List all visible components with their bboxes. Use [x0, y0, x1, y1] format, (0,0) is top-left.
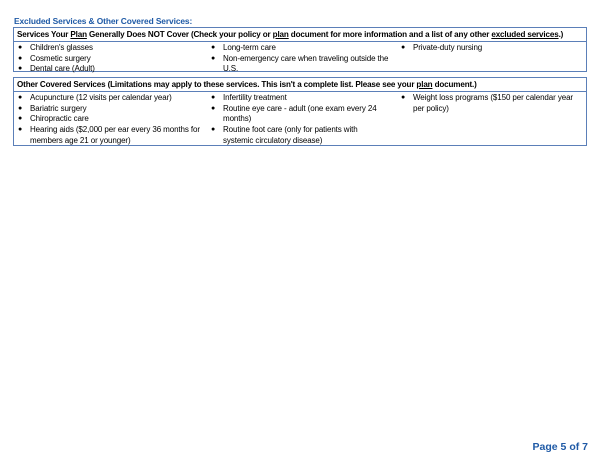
excluded-services-box [13, 27, 587, 72]
list-item [209, 125, 389, 146]
bullet-icon: ● [211, 104, 216, 112]
bullet-icon: ● [18, 94, 23, 101]
list-item [16, 43, 202, 54]
covered-services-column-2 [209, 93, 389, 147]
list-item-text: Non-emergency care when traveling outside the U.S. [223, 53, 389, 74]
bullet-icon: ● [18, 44, 23, 51]
excluded-services-columns [14, 42, 586, 72]
list-item-text: Private-duty nursing [413, 43, 483, 52]
list-item [16, 114, 202, 125]
underlined-term: Plan [70, 30, 87, 39]
list-item-text: Weight loss programs ($150 per calendar year per policy) [413, 93, 573, 113]
list-item [16, 104, 202, 115]
underlined-term: plan [272, 30, 289, 39]
header-text: Other Covered Services (Limitations may apply to these services. This isn't a complete list. Please see your [17, 80, 417, 89]
header-text: Generally Does NOT Cover (Check your policy or [86, 30, 273, 39]
bullet-icon: ● [18, 104, 23, 112]
bullet-icon: ● [401, 44, 406, 51]
list-item [16, 54, 202, 65]
header-text: .) [558, 30, 564, 39]
list-item [399, 93, 584, 114]
other-covered-services-header [14, 78, 586, 92]
list-item-text: Routine eye care - adult (one exam every 24 months) [223, 103, 377, 124]
bullet-icon: ● [18, 65, 23, 73]
list-item-text: Children's glasses [30, 43, 93, 52]
list-item [16, 125, 202, 146]
list-item [16, 93, 202, 104]
other-covered-services-columns [14, 92, 586, 146]
list-item [209, 43, 389, 54]
header-text: document.) [432, 80, 477, 89]
bullet-icon: ● [18, 54, 23, 62]
underlined-term: plan [416, 80, 433, 89]
bullet-icon: ● [401, 94, 406, 101]
excluded-services-header [14, 28, 586, 42]
bullet-icon: ● [18, 126, 23, 134]
covered-services-column-1 [16, 93, 202, 147]
bullet-icon: ● [211, 94, 216, 101]
section-title: Excluded Services & Other Covered Services: [14, 16, 193, 26]
excluded-services-column-3 [399, 43, 584, 54]
covered-services-column-3 [399, 93, 584, 114]
list-item [209, 54, 389, 75]
header-text: Services Your [17, 30, 71, 39]
excluded-services-column-1 [16, 43, 202, 75]
list-item-text: Routine foot care (only for patients with systemic circulatory disease) [223, 125, 358, 145]
list-item-text: Acupuncture (12 visits per calendar year) [30, 93, 172, 102]
list-item-text: Long-term care [223, 43, 276, 52]
bullet-icon: ● [211, 126, 216, 134]
bullet-icon: ● [211, 54, 216, 62]
underlined-term: excluded services [491, 30, 559, 39]
excluded-services-column-2 [209, 43, 389, 75]
list-item-text: Hearing aids ($2,000 per ear every 36 months for members age 21 or younger) [30, 125, 200, 145]
page-number: Page 5 of 7 [532, 441, 588, 453]
list-item-text: Cosmetic surgery [30, 53, 91, 63]
bullet-icon: ● [211, 44, 216, 51]
list-item [209, 104, 389, 125]
list-item [209, 93, 389, 104]
list-item-text: Infertility treatment [223, 93, 287, 102]
other-covered-services-box [13, 77, 587, 146]
list-item-text: Chiropractic care [30, 114, 89, 124]
list-item-text: Dental care (Adult) [30, 64, 95, 74]
list-item [16, 64, 202, 75]
bullet-icon: ● [18, 115, 23, 123]
list-item-text: Bariatric surgery [30, 103, 87, 113]
list-item [399, 43, 584, 54]
header-text: document for more information and a list of any other [288, 30, 492, 39]
